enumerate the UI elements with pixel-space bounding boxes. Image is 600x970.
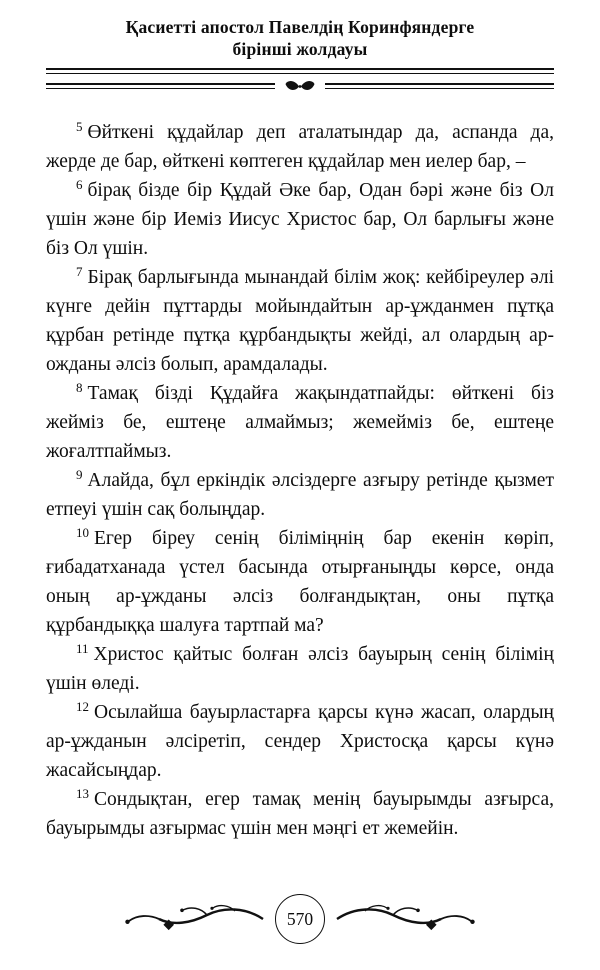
verse-number: 9	[76, 466, 83, 482]
header-ornament-row	[46, 79, 554, 94]
verse-paragraph	[46, 118, 554, 176]
verse-number: 13	[76, 785, 89, 801]
verse-number: 6	[76, 176, 83, 192]
page-title-line2: бірінші жолдауы	[232, 39, 368, 60]
floral-heart-icon	[275, 79, 325, 94]
verse-text: Тамақ бізді Құдайға жақындатпайды: өйткені біз жейміз бе, ештеңе алмаймыз; жемейміз бе, ештеңе жоғалтпаймыз.	[46, 382, 554, 462]
flourish-right-icon	[333, 901, 483, 937]
page-title	[46, 16, 554, 61]
page-title-line1: Қасиетті апостол Павелдің Коринфяндерге	[125, 17, 475, 37]
verse-paragraph	[46, 640, 554, 698]
verse-text: Алайда, бұл еркіндік әлсіздерге азғыру ретінде қызмет етпеуі үшін сақ болыңдар.	[46, 469, 554, 520]
flourish-left-icon	[117, 901, 267, 937]
verse-text-block	[46, 118, 554, 843]
ornament-rule-left	[46, 83, 275, 89]
verse-number: 11	[76, 640, 89, 656]
page-number-badge	[275, 894, 325, 944]
verse-text: Христос қайтыс болған әлсіз бауырың сенің білімің үшін өледі.	[46, 643, 554, 694]
verse-paragraph	[46, 466, 554, 524]
verse-number: 5	[76, 118, 83, 134]
verse-paragraph	[46, 785, 554, 843]
verse-number: 7	[76, 263, 83, 279]
verse-paragraph	[46, 524, 554, 640]
header-double-rule	[46, 68, 554, 74]
verse-number: 12	[76, 698, 89, 714]
page-number: 570	[286, 908, 314, 929]
verse-text: Егер біреу сенің біліміңнің бар екенін көріп, ғибадатханада үстел басында отырғаныңды көрсе, онда оның ар-ұжданы әлсіз болғандықтан, оны пұтқа құрбандыққа шалуға тартпай ма?	[46, 527, 554, 636]
ornament-rule-right	[325, 83, 554, 89]
page-footer	[0, 894, 600, 944]
verse-number: 8	[76, 379, 83, 395]
verse-text: бірақ бізде бір Құдай Әке бар, Одан бәрі және біз Ол үшін және бір Иеміз Иисус Христос бар, Ол барлығы және біз Ол үшін.	[46, 179, 554, 259]
verse-paragraph	[46, 263, 554, 379]
verse-number: 10	[76, 524, 89, 540]
verse-text: Өйткені құдайлар деп аталатындар да, аспанда да, жерде де бар, өйткені көптеген құдайлар мен иелер бар, –	[46, 121, 554, 172]
verse-paragraph	[46, 379, 554, 466]
verse-paragraph	[46, 176, 554, 263]
verse-text: Бірақ барлығында мынандай білім жоқ: кейбіреулер әлі күнге дейін пұттарды мойындайтын ар-ұжданмен пұтқа құрбан ретінде пұтқа құрбандықты жейді, ал олардың ар-ожданы әлсіз болып, арамдалады.	[46, 266, 554, 375]
verse-paragraph	[46, 698, 554, 785]
verse-text: Сондықтан, егер тамақ менің бауырымды азғырса, бауырымды азғырмас үшін мен мәңгі ет жемейін.	[46, 788, 554, 839]
verse-text: Осылайша бауырластарға қарсы күнә жасап, олардың ар-ұжданын әлсіретіп, сендер Христосқа қарсы күнә жасайсыңдар.	[46, 701, 554, 781]
